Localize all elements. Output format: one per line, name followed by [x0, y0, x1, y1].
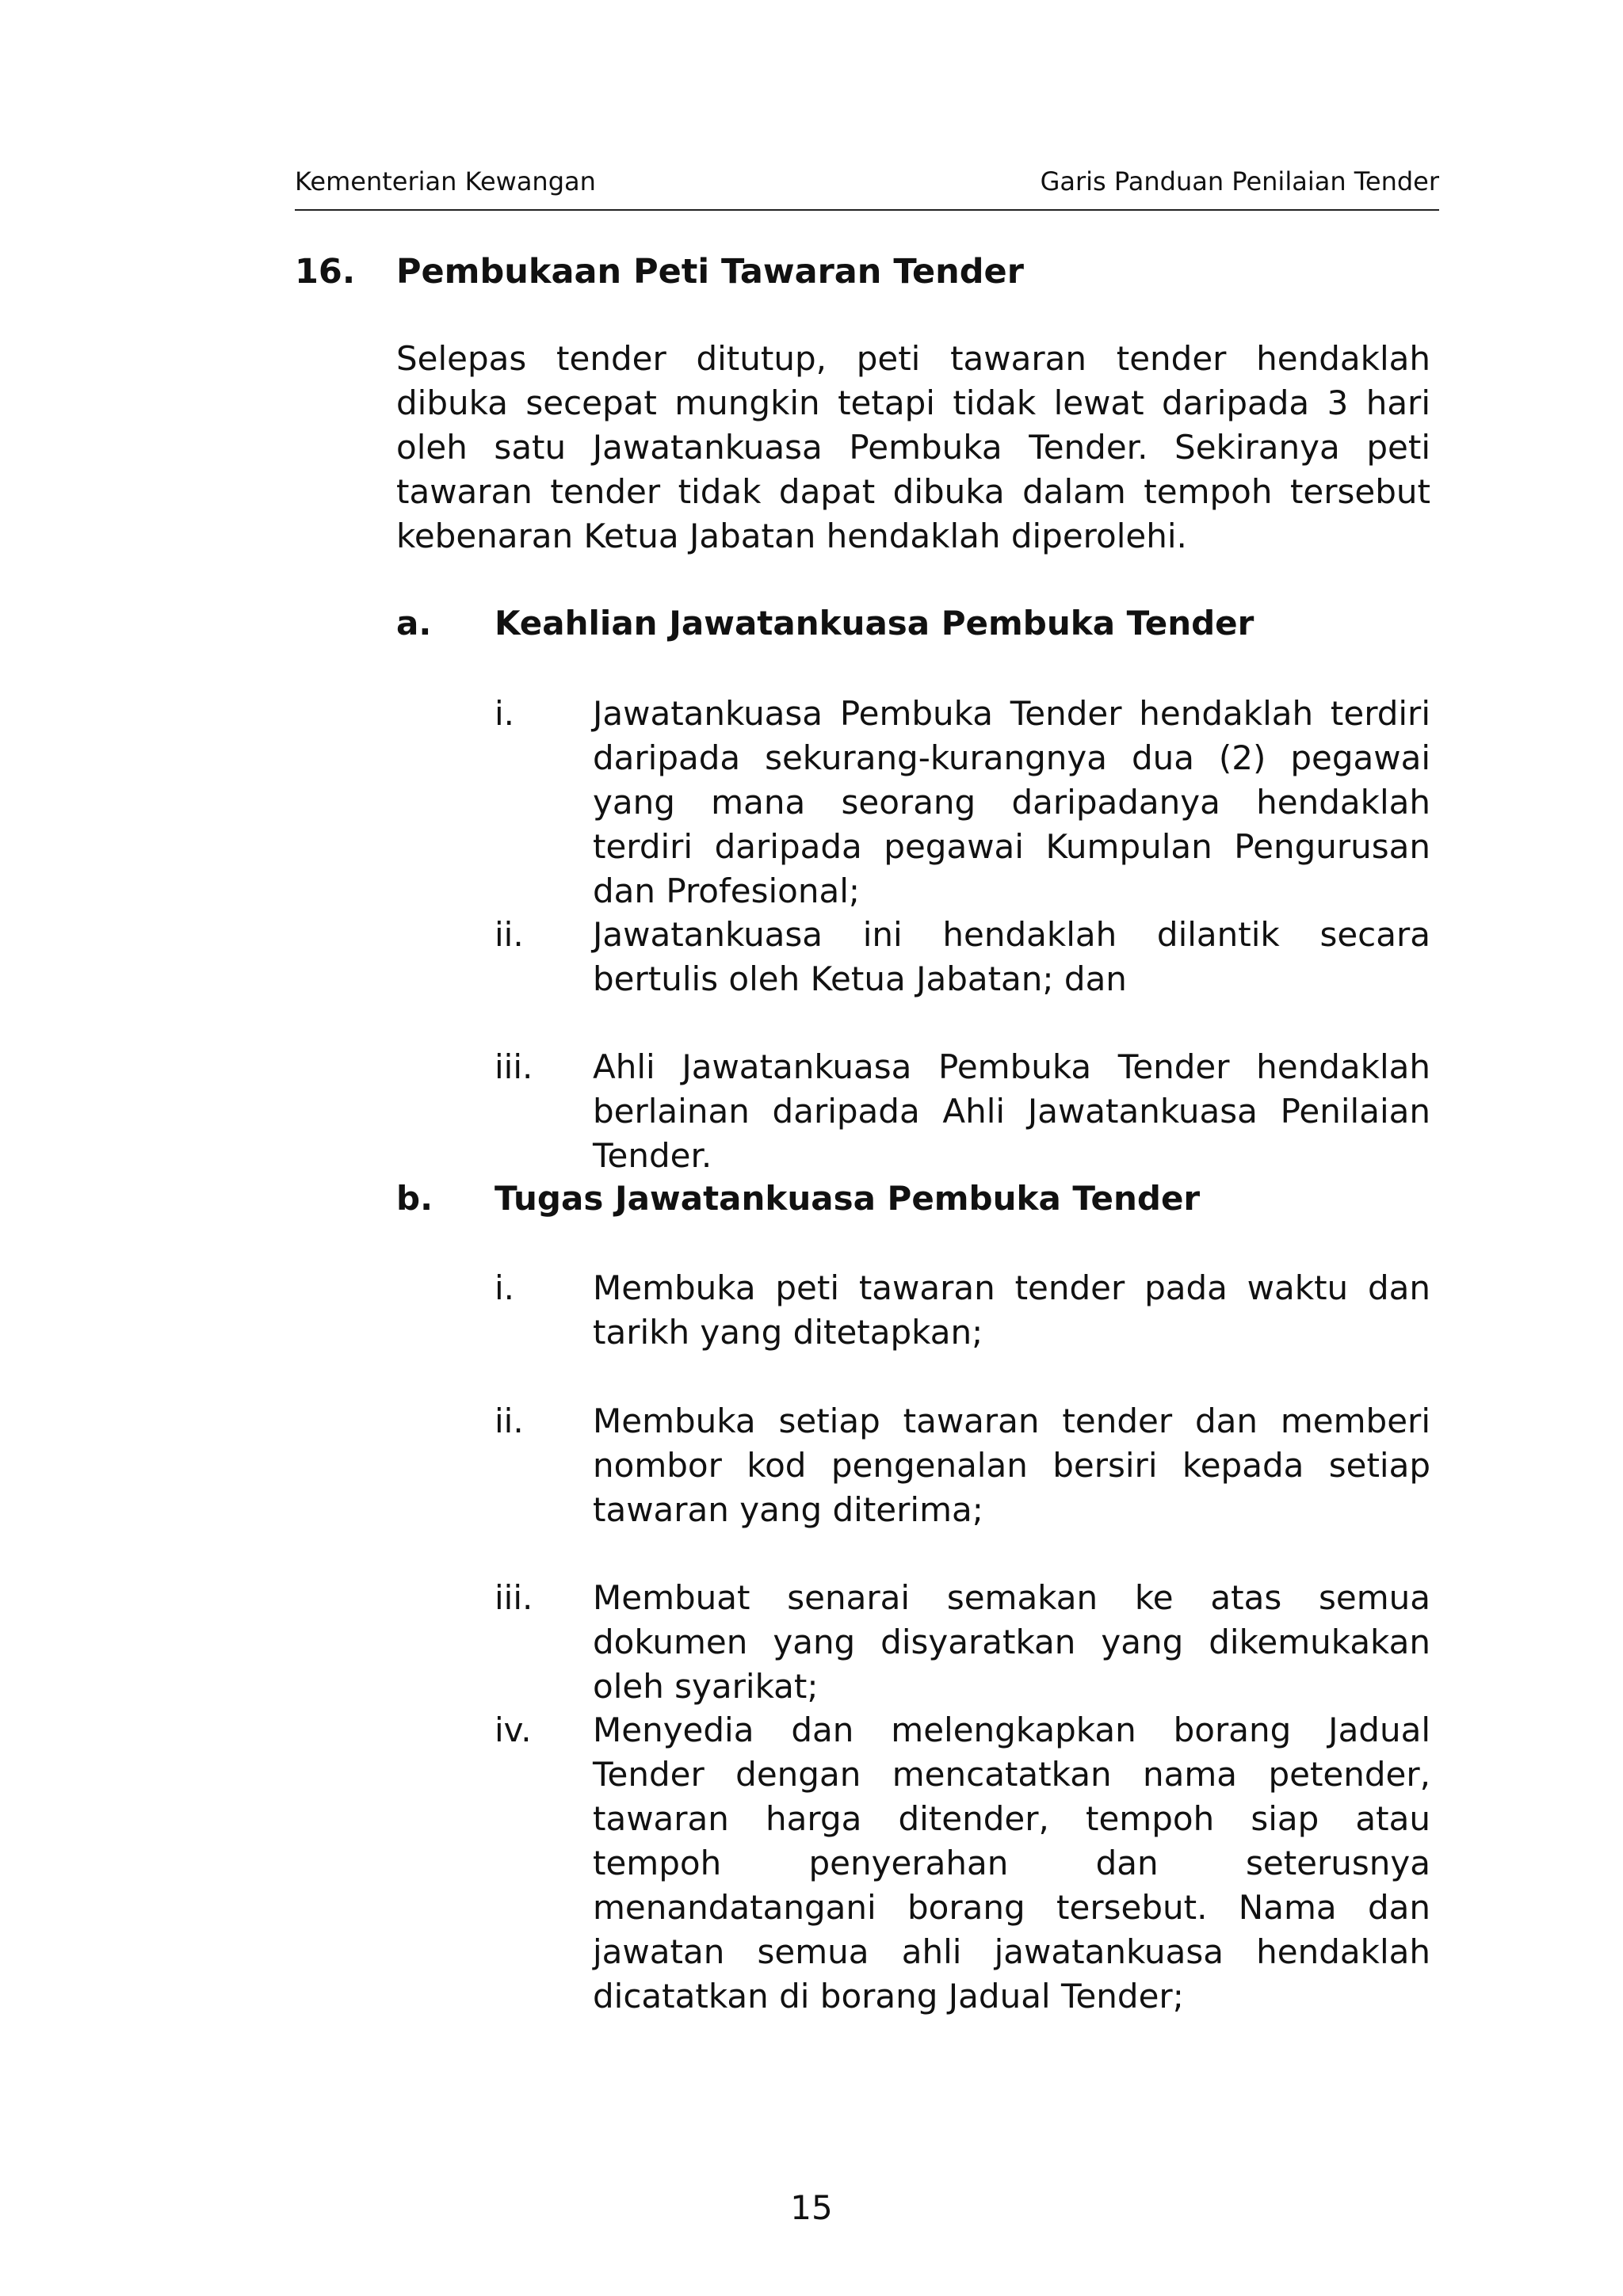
- list-item-text: Jawatankuasa Pembuka Tender hendaklah terdiri daripada sekurang-kurangnya dua (2) pegawai yang mana seorang daripadanya hendaklah terdiri daripada pegawai Kumpulan Pengurusan dan Profesional;: [593, 694, 1430, 910]
- list-item-text: Membuat senarai semakan ke atas semua dokumen yang disyaratkan yang dikemukakan oleh syarikat;: [593, 1578, 1430, 1706]
- item-number: iii.: [495, 1578, 533, 1617]
- section-paragraph: Selepas tender ditutup, peti tawaran tender hendaklah dibuka secepat mungkin tetapi tidak lewat daripada 3 hari oleh satu Jawatankuasa Pembuka Tender. Sekiranya peti tawaran tender tidak dapat dibuka dalam tempoh tersebut kebenaran Ketua Jabatan hendaklah diperolehi.: [396, 339, 1430, 555]
- item-number: ii.: [495, 915, 524, 954]
- list-item-text: Menyedia dan melengkapkan borang Jadual Tender dengan mencatatkan nama petender, tawaran harga ditender, tempoh siap atau tempoh penyerahan dan seterusnya menandatangani borang tersebut. Nama dan jawatan semua ahli jawatankuasa hendaklah dicatatkan di borang Jadual Tender;: [593, 1711, 1430, 2016]
- page-number: 15: [790, 2188, 833, 2227]
- list-item-text: Jawatankuasa ini hendaklah dilantik secara bertulis oleh Ketua Jabatan; dan: [593, 915, 1430, 998]
- item-number: i.: [495, 1268, 515, 1307]
- subsection-b-label: b.: [396, 1179, 433, 1218]
- section-number: 16.: [295, 252, 356, 292]
- subsection-a-title: Keahlian Jawatankuasa Pembuka Tender: [495, 604, 1254, 643]
- header-document-title: Garis Panduan Penilaian Tender: [1040, 166, 1439, 196]
- item-number: i.: [495, 694, 515, 733]
- subsection-a-label: a.: [396, 604, 432, 643]
- list-item-text: Membuka peti tawaran tender pada waktu dan tarikh yang ditetapkan;: [593, 1268, 1430, 1352]
- item-number: ii.: [495, 1402, 524, 1440]
- page-header: [295, 163, 1439, 211]
- subsection-b-title: Tugas Jawatankuasa Pembuka Tender: [495, 1179, 1201, 1218]
- section-title: Pembukaan Peti Tawaran Tender: [396, 252, 1024, 292]
- header-ministry: Kementerian Kewangan: [295, 166, 596, 196]
- item-number: iv.: [495, 1711, 532, 1749]
- list-item-text: Ahli Jawatankuasa Pembuka Tender hendaklah berlainan daripada Ahli Jawatankuasa Penilaian Tender.: [593, 1047, 1430, 1175]
- item-number: iii.: [495, 1047, 533, 1086]
- list-item-text: Membuka setiap tawaran tender dan memberi nombor kod pengenalan bersiri kepada setiap tawaran yang diterima;: [593, 1402, 1430, 1529]
